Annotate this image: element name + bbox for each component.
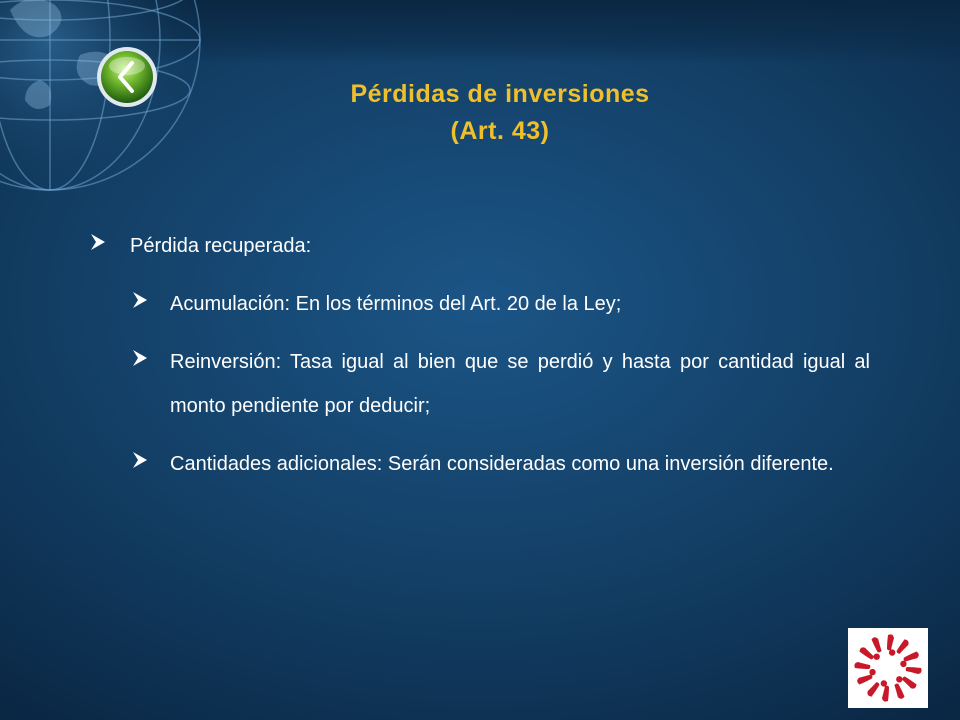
arrow-bullet-icon	[132, 451, 148, 469]
arrow-bullet-icon	[132, 349, 148, 367]
bullet-item-cantidades-adicionales	[132, 442, 870, 486]
bullet-item-reinversion	[132, 340, 870, 428]
bullet-list	[90, 224, 870, 500]
title-line-2: (Art. 43)	[450, 117, 550, 145]
slide-title	[0, 76, 960, 150]
arrow-bullet-icon	[132, 291, 148, 309]
arrow-bullet-icon	[90, 233, 106, 251]
bullet-item-perdida-recuperada	[90, 224, 870, 268]
bullet-text: Reinversión: Tasa igual al bien que se perdió y hasta por cantidad igual al monto pendiente por deducir;	[170, 351, 870, 417]
bullet-item-acumulacion	[132, 282, 870, 326]
bullet-text: Acumulación: En los términos del Art. 20 de la Ley;	[170, 293, 622, 315]
bullet-text: Pérdida recuperada:	[130, 235, 312, 257]
institution-logo	[848, 628, 928, 708]
title-line-1: Pérdidas de inversiones	[350, 80, 650, 108]
bullet-text: Cantidades adicionales: Serán consideradas como una inversión diferente.	[170, 453, 834, 475]
